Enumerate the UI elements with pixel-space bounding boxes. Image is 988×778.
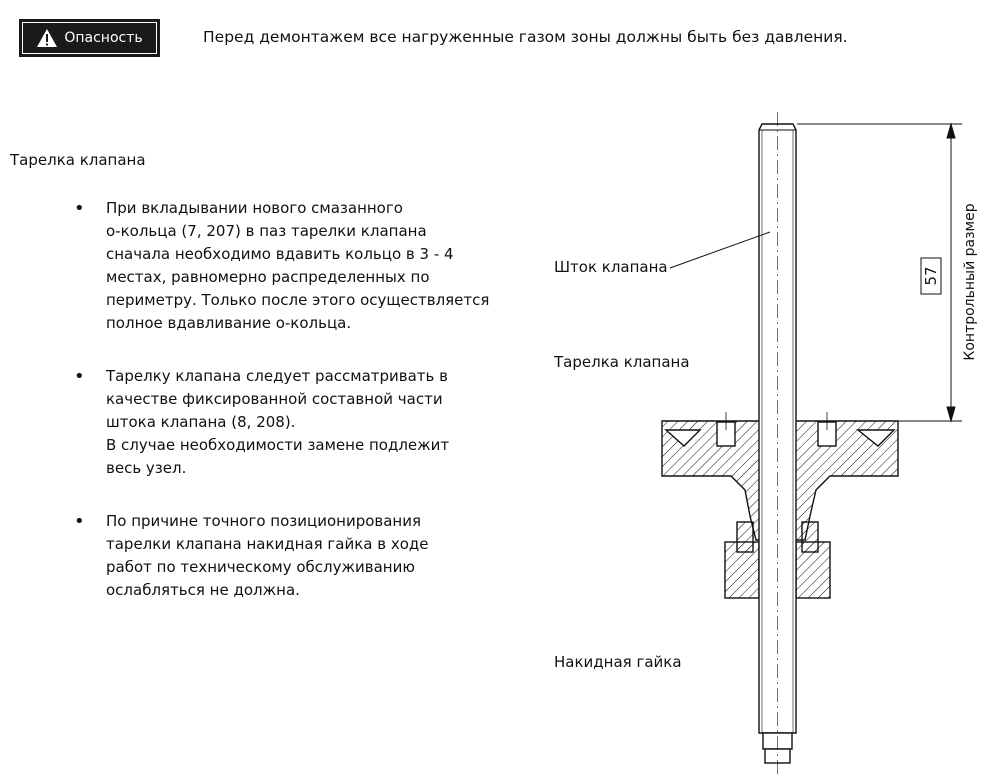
dimension-value: 57 bbox=[922, 266, 940, 286]
dimension-label: Контрольный размер bbox=[962, 203, 978, 361]
label-union-nut: Накидная гайка bbox=[554, 653, 682, 671]
list-item-line: полное вдавливание о-кольца. bbox=[106, 314, 352, 332]
label-valve-disc: Тарелка клапана bbox=[554, 353, 690, 371]
list-item-line: • При вкладывании нового смазанного bbox=[106, 199, 403, 217]
list-item-line: тарелки клапана накидная гайка в ходе bbox=[106, 535, 429, 553]
list-item-line: качестве фиксированной составной части bbox=[106, 390, 443, 408]
list-item-line: работ по техническому обслуживанию bbox=[106, 558, 415, 576]
list-item-line: ослабляться не должна. bbox=[106, 581, 300, 599]
list-item-line: местах, равномерно распределенных по bbox=[106, 268, 430, 286]
label-valve-stem: Шток клапана bbox=[554, 258, 668, 276]
section-title: Тарелка клапана bbox=[10, 151, 146, 169]
list-item-line: • По причине точного позиционирования bbox=[106, 512, 422, 530]
list-item-line: В случае необходимости замене подлежит bbox=[106, 436, 450, 454]
list-item-line: штока клапана (8, 208). bbox=[106, 413, 296, 431]
list-item-line: сначала необходимо вдавить кольцо в 3 - 4 bbox=[106, 245, 454, 263]
warning-text: Перед демонтажем все нагруженные газом зоны должны быть без давления. bbox=[203, 28, 848, 46]
list-item-line: • Тарелку клапана следует рассматривать в bbox=[106, 367, 448, 385]
valve-stem bbox=[759, 112, 796, 775]
stem-leader-line bbox=[670, 232, 770, 268]
list-item-line: весь узел. bbox=[106, 459, 187, 477]
danger-label: Опасность bbox=[64, 30, 143, 46]
list-item-line: периметру. Только после этого осуществляется bbox=[106, 291, 490, 309]
list-item-line: о-кольца (7, 207) в паз тарелки клапана bbox=[106, 222, 427, 240]
